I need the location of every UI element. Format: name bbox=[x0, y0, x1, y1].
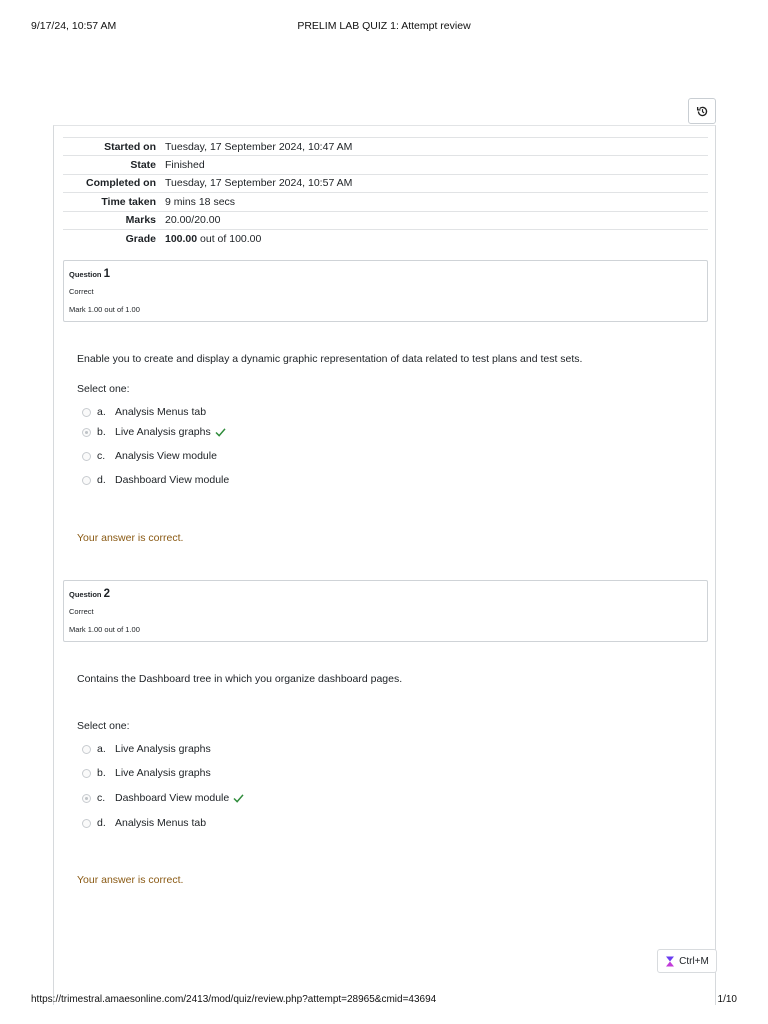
grade-value: 100.00 bbox=[165, 232, 198, 245]
summary-value: Finished bbox=[161, 156, 708, 174]
answer-letter: a. bbox=[97, 406, 106, 418]
answer-option[interactable] bbox=[82, 815, 206, 831]
select-one-prompt: Select one: bbox=[77, 383, 130, 395]
question-grade: Mark 1.00 out of 1.00 bbox=[69, 625, 140, 634]
answer-text: Analysis View module bbox=[115, 450, 217, 462]
summary-label: Started on bbox=[63, 138, 161, 156]
question-state: Correct bbox=[69, 607, 94, 616]
answer-letter: d. bbox=[97, 817, 106, 829]
ctrl-m-button[interactable] bbox=[657, 949, 717, 973]
answer-letter: a. bbox=[97, 743, 106, 755]
summary-label: Time taken bbox=[63, 193, 161, 211]
print-page-number: 1/10 bbox=[717, 994, 737, 1005]
answer-text: Live Analysis graphs bbox=[115, 426, 211, 438]
summary-value: 9 mins 18 secs bbox=[161, 193, 708, 211]
question-grade: Mark 1.00 out of 1.00 bbox=[69, 305, 140, 314]
answer-option-selected[interactable] bbox=[82, 424, 226, 440]
correct-check-icon bbox=[215, 428, 226, 437]
summary-label: Grade bbox=[63, 229, 161, 247]
select-one-prompt: Select one: bbox=[77, 720, 130, 732]
grade-out-of: out of 100.00 bbox=[197, 232, 262, 245]
print-url: https://trimestral.amaesonline.com/2413/mod/quiz/review.php?attempt=28965&cmid=43694 bbox=[31, 994, 437, 1005]
question-info-1 bbox=[63, 260, 708, 322]
radio-button-checked[interactable] bbox=[82, 428, 91, 437]
answer-option[interactable] bbox=[82, 765, 211, 781]
summary-row bbox=[63, 193, 708, 211]
summary-row bbox=[63, 156, 708, 174]
review-panel bbox=[53, 125, 716, 1005]
answer-option[interactable] bbox=[82, 404, 206, 420]
summary-row bbox=[63, 229, 708, 247]
summary-row bbox=[63, 138, 708, 156]
radio-button[interactable] bbox=[82, 819, 91, 828]
answer-text: Analysis Menus tab bbox=[115, 406, 207, 418]
answer-letter: b. bbox=[97, 767, 106, 779]
summary-value: Tuesday, 17 September 2024, 10:57 AM bbox=[161, 174, 708, 192]
answer-letter: c. bbox=[97, 792, 106, 804]
question-text: Contains the Dashboard tree in which you organize dashboard pages. bbox=[77, 673, 403, 685]
ctrl-m-label: Ctrl+M bbox=[679, 955, 709, 967]
question-label: Question bbox=[69, 590, 102, 599]
print-title: PRELIM LAB QUIZ 1: Attempt review bbox=[297, 20, 471, 32]
answer-feedback: Your answer is correct. bbox=[77, 874, 184, 886]
answer-option[interactable] bbox=[82, 472, 229, 488]
question-number bbox=[69, 588, 110, 600]
question-label: Question bbox=[69, 270, 102, 279]
answer-text: Live Analysis graphs bbox=[115, 743, 211, 755]
summary-row bbox=[63, 211, 708, 229]
summary-label: Marks bbox=[63, 211, 161, 229]
answer-text: Live Analysis graphs bbox=[115, 767, 211, 779]
radio-button[interactable] bbox=[82, 476, 91, 485]
summary-value bbox=[161, 229, 708, 247]
radio-button-checked[interactable] bbox=[82, 794, 91, 803]
question-number-value: 2 bbox=[103, 588, 111, 600]
history-button[interactable] bbox=[688, 98, 716, 124]
question-text: Enable you to create and display a dynamic graphic representation of data related to test plans and test sets. bbox=[77, 353, 583, 365]
summary-value: 20.00/20.00 bbox=[161, 211, 708, 229]
summary-row bbox=[63, 174, 708, 192]
question-number-value: 1 bbox=[103, 268, 111, 280]
answer-option[interactable] bbox=[82, 448, 217, 464]
print-datetime: 9/17/24, 10:57 AM bbox=[31, 20, 117, 32]
answer-letter: d. bbox=[97, 474, 106, 486]
answer-option-selected[interactable] bbox=[82, 790, 244, 806]
answer-letter: c. bbox=[97, 450, 106, 462]
summary-value: Tuesday, 17 September 2024, 10:47 AM bbox=[161, 138, 708, 156]
print-header bbox=[31, 20, 737, 34]
summary-label: Completed on bbox=[63, 174, 161, 192]
print-footer bbox=[31, 994, 737, 1008]
answer-text: Dashboard View module bbox=[115, 792, 230, 804]
question-number bbox=[69, 268, 110, 280]
correct-check-icon bbox=[233, 794, 244, 803]
answer-text: Dashboard View module bbox=[115, 474, 230, 486]
answer-text: Analysis Menus tab bbox=[115, 817, 207, 829]
history-icon bbox=[696, 105, 709, 118]
answer-letter: b. bbox=[97, 426, 106, 438]
radio-button[interactable] bbox=[82, 452, 91, 461]
hourglass-icon bbox=[665, 956, 675, 967]
radio-button[interactable] bbox=[82, 745, 91, 754]
radio-button[interactable] bbox=[82, 408, 91, 417]
answer-option[interactable] bbox=[82, 741, 211, 757]
question-info-2 bbox=[63, 580, 708, 642]
attempt-summary-table bbox=[63, 137, 708, 248]
radio-button[interactable] bbox=[82, 769, 91, 778]
answer-feedback: Your answer is correct. bbox=[77, 532, 184, 544]
summary-label: State bbox=[63, 156, 161, 174]
question-state: Correct bbox=[69, 287, 94, 296]
